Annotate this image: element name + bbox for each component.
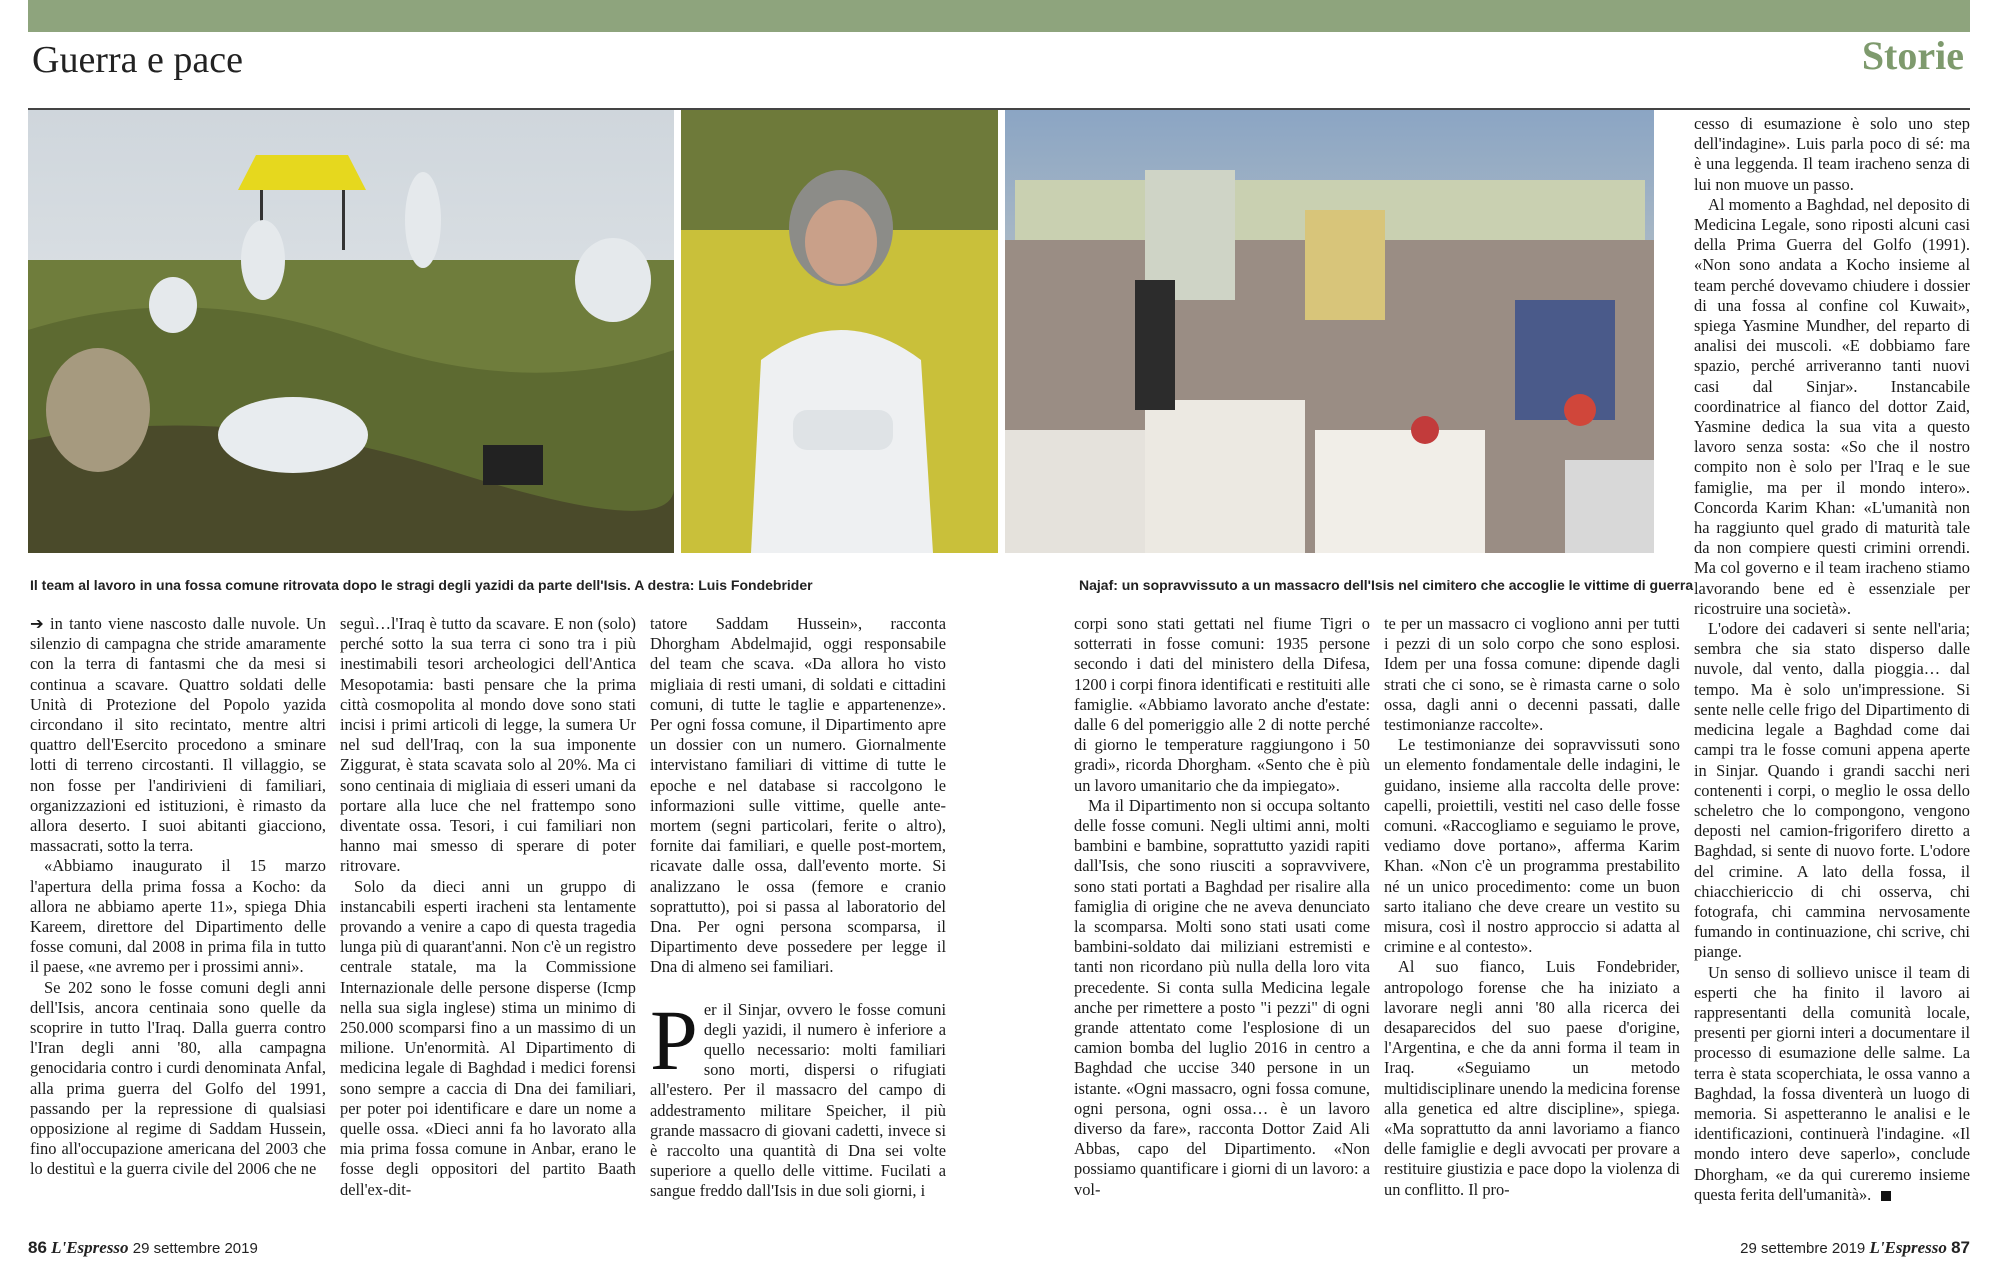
text-column-1 (30, 614, 326, 1226)
folio-right (1740, 1238, 1970, 1258)
issue-date-right: 29 settembre 2019 (1740, 1240, 1866, 1257)
magazine-name-left: L'Espresso (51, 1238, 129, 1257)
paragraph: cesso di esumazione è solo uno step dell'indagine». Luis parla poco di sé: ma è una leggenda. Il team iracheno senza di lui non muove un passo. (1694, 114, 1970, 194)
paragraph: in tanto viene nascosto dalle nuvole. Un silenzio di campagna che stride amaramente con la terra di fantasmi che da mesi si continua a scavare. Quattro soldati delle Unità di Protezione del Popolo yazida circondano il sito recintato, mentre altri quattro dell'Esercito procedono a sminare lotti di terreno circostanti. Il villaggio, se non fosse per l'andirivieni di familiari, organizzazioni ed istituzioni, è rimasto da allora deserto. I suoi abitanti giacciono, massacrati, sotto la terra. (30, 614, 326, 856)
drop-cap: P (650, 991, 698, 1088)
text-column-4 (1074, 614, 1370, 1226)
text-column-2 (340, 614, 636, 1226)
photo-caption-left: Il team al lavoro in una fossa comune ritrovata dopo le stragi degli yazidi da parte dell'Isis. A destra: Luis Fondebrider (30, 577, 813, 593)
text-column-6 (1694, 114, 1970, 1226)
paragraph: Se 202 sono le fosse comuni degli anni dell'Isis, ancora centinaia sono quelle da scoprire in tutto l'Iraq. Dalla guerra contro l'Iran degli anni '80, alla campagna genocidaria contro i curdi denominata Anfal, alla prima guerra del Golfo del 1991, passando per la repressione di qualsiasi opposizione al regime di Saddam Hussein, fino all'occupazione americana del 2003 che lo destituì e la guerra civile del 2006 che ne (30, 977, 326, 1179)
header-color-band (28, 0, 1970, 32)
paragraph: tatore Saddam Hussein», racconta Dhorgham Abdelmajid, oggi responsabile del team che scava. «Da allora ho visto migliaia di resti umani, di soldati e cittadini comuni, di tutte le taglie e appartenenze». Per ogni fossa comune, il Dipartimento apre un dossier con un numero. Giornalmente intervistano familiari di vittime di tutte le epoche e nel database si raccolgono le informazioni sulle vittime, quelle ante-mortem (segni particolari, ferite o altro), fornite dai familiari, e quelle post-mortem, ricavate dalle ossa, dall'evento morte. Si analizzano le ossa (femore e cranio soprattutto), poi si passa al laboratorio del Dna. Per ogni persona scomparsa, il Dipartimento deve possedere per legge il Dna di almeno sei familiari. (650, 614, 946, 977)
end-mark-icon (1881, 1191, 1891, 1201)
folio-left (28, 1238, 258, 1258)
photo-caption-right: Najaf: un sopravvissuto a un massacro dell'Isis nel cimitero che accoglie le vittime di guerra (1079, 577, 1694, 593)
excavation-photo (28, 110, 674, 553)
rubric-label: Storie (1861, 33, 1964, 78)
portrait-photo (681, 110, 998, 553)
paragraph: Al suo fianco, Luis Fondebrider, antropologo forense che ha iniziato a lavorare negli anni '80 alla ricerca dei desaparecidos del suo paese d'origine, l'Argentina, e che da anni forma il team in Iraq. «Seguiamo un metodo multidisciplinare unendo la medicina forense alla genetica ed altre discipline», spiega. «Ma soprattutto da anni lavoriamo a fianco delle famiglie e degli avvocati per provare a restituire giustizia e pace dopo la violenza di un conflitto. Il pro- (1384, 957, 1680, 1199)
section-title: Guerra e pace (32, 39, 243, 81)
paragraph: er il Sinjar, ovvero le fosse comuni degli yazidi, il numero è inferiore a quello necessario: molti familiari sono morti, dispersi o rifugiati all'estero. Per il massacro del campo di addestramento militare Speicher, il più grande massacro di giovani cadetti, invece si è raccolto una quantità di Dna sei volte superiore a quello delle vittime. Fucilati a sangue freddo dall'Isis in due soli giorni, i (650, 999, 946, 1201)
paragraph: corpi sono stati gettati nel fiume Tigri o sotterrati in fosse comuni: 1935 persone secondo i dati del ministero della Difesa, 1200 i corpi finora identificati e restituiti alle famiglie. «Abbiamo lavorato anche d'estate: dalle 6 del pomeriggio alle 2 di notte perché di giorno le temperature raggiungono i 50 gradi», ricorda Dhorgham. «Sento che è più un lavoro umanitario che da impiegato». (1074, 614, 1370, 795)
paragraph: Le testimonianze dei sopravvissuti sono un elemento fondamentale delle indagini, le guidano, insieme alla raccolta delle prove: capelli, proiettili, vestiti nel caso delle fosse comuni. «Raccogliamo e seguiamo le prove, vediamo dove portano», afferma Karim Khan. «Non c'è un programma prestabilito né un unico procedimento: come un buon sarto italiano che deve creare un vestito su misura, così il nostro approccio si adatta al crimine e al contesto». (1384, 735, 1680, 957)
paragraph: seguì…l'Iraq è tutto da scavare. E non (solo) perché sotto la sua terra ci sono tra i più inestimabili tesori archeologici dell'Antica Mesopotamia: basti pensare che la prima città cosmopolita al mondo dove sono stati incisi i primi articoli di legge, la sumera Ur nel sud dell'Iraq, con la sua imponente Ziggurat, è stata scavata solo al 20%. Ma ci sono centinaia di migliaia di esseri umani da portare alla luce che nel frattempo sono diventate ossa. Tesori, i cui familiari non hanno mai smesso di sperare di poter ritrovare. (340, 614, 636, 876)
arrow-right-icon: ➔ (30, 614, 44, 633)
paragraph: L'odore dei cadaveri si sente nell'aria; sembra che sia stato disperso dalle nuvole, dal vento, dalla pioggia… dal tempo. Ma è solo un'impressione. Si sente nelle celle frigo del Dipartimento di medicina legale a Baghdad come dai campi tra le fosse comuni appena aperte in Sinjar. Quando i grandi sacchi neri contenenti i corpi, o meglio le ossa dello scheletro che lo compongono, vengono deposti nel camion-frigorifero diretto a Baghdad, si sente di nuovo forte. L'odore del crimine. A lato della fossa, il chiacchiericcio di chi osserva, chi fotografa, chi cammina nervosamente fumando in continuazione, chi scrive, chi piange. (1694, 619, 1970, 962)
magazine-name-right: L'Espresso (1869, 1238, 1947, 1257)
page-number-left: 86 (28, 1238, 47, 1257)
paragraph: «Abbiamo inaugurato il 15 marzo l'apertura della prima fossa a Kocho: da allora ne abbiamo aperte 11», spiega Dhia Kareem, direttore del Dipartimento delle fosse comuni, dal 2008 in prima fila in tutto il paese, «ne avremo per i prossimi anni». (30, 856, 326, 977)
paragraph: Al momento a Baghdad, nel deposito di Medicina Legale, sono riposti alcuni casi della Prima Guerra del Golfo (1991). «Non sono andata a Kocho insieme al team perché dovevamo chiudere i dossier di una fossa al confine col Kuwait», spiega Yasmine Mundher, del reparto di analisi dei muscoli. «E dobbiamo fare spazio, perché arriveranno tanti nuovi casi dal Sinjar». Instancabile coordinatrice al fianco del dottor Zaid, Yasmine dedica la sua vita a questo lavoro senza sosta: «So che il nostro compito non è solo per l'Iraq e le sue famiglie, ma per il mondo intero». Concorda Karim Khan: «L'umanità non ha raggiunto quel grado di maturità tale da non compiere questi crimini orrendi. Ma col governo e il team iracheno stiamo lavorando bene ed è essenziale per ricostruire una società». (1694, 194, 1970, 618)
paragraph: Ma il Dipartimento non si occupa soltanto delle fosse comuni. Negli ultimi anni, molti bambini e bambine, soprattutto yazidi rapiti dall'Isis, che sono riusciti a sopravvivere, sono stati portati a Baghdad per risalire alla famiglia di origine che ne aveva denunciato la scomparsa. Molti sono stati usati come bambini-soldato dai miliziani estremisti e tanti non ricordano più nulla della loro vita precedente. Si conta sulla Medicina legale anche per rimettere a posto "i pezzi" di ogni grande attentato come l'esplosione di un camion bomba del luglio 2016 in centro a Baghdad che uccise 340 persone in un istante. «Ogni massacro, ogni fossa comune, ogni persona, ogni ossa… è un lavoro diverso da fare», racconta Dottor Zaid Ali Abbas, capo del Dipartimento. «Non possiamo quantificare i giorni di un lavoro: a vol- (1074, 795, 1370, 1199)
text-column-5 (1384, 614, 1680, 1226)
paragraph: te per un massacro ci vogliono anni per tutti i pezzi di un solo corpo che sono esplosi. Idem per una fossa comune: dipende dagli strati che ci sono, se è rimasta carne o solo ossa, dagli anni o decenni passati, dalle testimonianze raccolte». (1384, 614, 1680, 735)
page-number-right: 87 (1951, 1238, 1970, 1257)
text-column-3 (650, 614, 946, 1226)
paragraph: Un senso di sollievo unisce il team di esperti che ha finito il lavoro ai rappresentanti della comunità locale, presenti per giorni interi a documentare il processo di esumazione delle salme. La terra è stata scoperchiata, le ossa vanno a Baghdad, la fossa diventerà un luogo di memoria. Si aspetteranno le analisi e le identificazioni, continuerà l'indagine. «Il mondo intero deve saperlo», conclude Dhorgham, «e da qui cureremo insieme questa ferita dell'umanità». (1694, 962, 1970, 1204)
paragraph: Solo da dieci anni un gruppo di instancabili esperti iracheni sta lentamente provando a venire a capo di questa tragedia lunga più di quarant'anni. Non c'è un registro centrale statale, ma la Commissione Internazionale delle persone disperse (Icmp nella sua sigla inglese) stima un minimo di 250.000 scomparsi fino a un massimo di un milione. Un'enormità. Al Dipartimento di medicina legale di Baghdad i medici forensi sono sempre a caccia di Dna dei familiari, per poter poi identificare e dare un nome a quelle ossa. «Dieci anni fa ho lavorato alla mia prima fossa comune in Anbar, erano le fosse degli oppositori del partito Baath dell'ex-dit- (340, 876, 636, 1199)
cemetery-photo (1005, 110, 1654, 553)
issue-date-left: 29 settembre 2019 (132, 1240, 258, 1257)
